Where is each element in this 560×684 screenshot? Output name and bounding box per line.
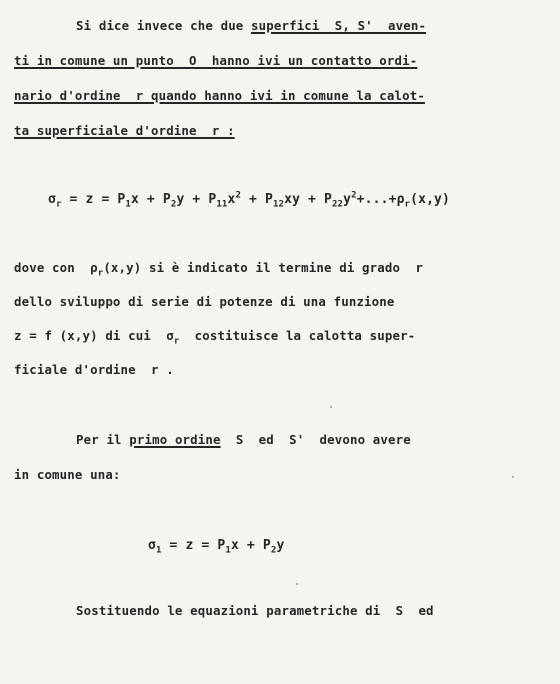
para3-line-1-b: S ed S' devono avere <box>220 432 411 447</box>
eq1-sigma: σ <box>48 192 56 207</box>
para1-line-1 <box>76 18 426 34</box>
eq2-sigma-sub: 1 <box>155 545 162 556</box>
para1-line-2: ti in comune un punto O hanno ivi un contatto ordi- <box>14 53 418 68</box>
para2-line-1-a: dove con <box>14 260 91 275</box>
eq1-term-3: y + P <box>176 192 217 207</box>
eq2-p1-sub: 1 <box>225 545 231 556</box>
eq1-term-2: x + P <box>130 192 171 207</box>
para2-line-2: dello sviluppo di serie di potenze di una funzione <box>14 294 395 309</box>
para1-line-1-text: Si dice invece che due <box>76 18 252 33</box>
eq1-p12-sub: 12 <box>272 199 285 210</box>
eq1-term-7: y <box>343 192 352 207</box>
para1-line-1-underlined: superfici S, S' aven- <box>251 18 427 33</box>
eq1-term-6: xy + P <box>284 192 332 207</box>
paper-speck <box>512 476 514 478</box>
eq1-term-9: (x,y) <box>410 192 451 207</box>
para3-line-2: in comune una: <box>14 467 121 482</box>
paper-speck <box>296 583 298 585</box>
eq1-p1-sub: 1 <box>125 199 131 210</box>
para2-sigma: σ <box>166 328 174 343</box>
para2-line-4: ficiale d'ordine r . <box>14 362 174 377</box>
eq1-term-4: x <box>227 192 236 207</box>
eq1-term-7-sup: 2 <box>351 190 357 201</box>
equation-first-order <box>148 538 284 554</box>
para2-line-1 <box>14 260 423 279</box>
eq2-sigma: σ <box>148 538 156 553</box>
para4-line-1: Sostituendo le equazioni parametriche di S ed <box>76 603 434 618</box>
eq1-term-5: + P <box>241 192 273 207</box>
eq1-term-4-sup: 2 <box>235 190 242 201</box>
eq1-rho: ρ <box>396 192 405 207</box>
para2-rho: ρ <box>90 260 98 275</box>
eq1-p22-sub: 22 <box>331 199 344 210</box>
para2-line-3 <box>14 328 416 347</box>
para1-line-4: ta superficiale d'ordine r : <box>14 123 235 138</box>
equation-calotta <box>48 192 450 208</box>
eq1-rho-sub: r <box>404 199 411 210</box>
eq2-term-3: y <box>276 538 285 553</box>
para1-line-3: nario d'ordine r quando hanno ivi in comune la calot- <box>14 88 425 103</box>
eq2-term-1: = z = P <box>161 538 226 553</box>
para2-rho-sub: r <box>97 268 104 279</box>
para3-line-1 <box>76 432 411 448</box>
eq1-lhs: = z = P <box>61 192 126 207</box>
para2-line-3-a: z = f (x,y) di cui <box>14 328 167 343</box>
eq1-sigma-sub: r <box>55 199 62 210</box>
para2-sigma-sub: r <box>173 336 180 347</box>
eq1-ellipsis: +...+ <box>356 192 397 207</box>
para3-line-1-a: Per il <box>76 432 130 447</box>
paper-speck <box>330 406 332 408</box>
para3-underlined: primo ordine <box>129 432 221 447</box>
eq2-term-2: x + P <box>230 538 271 553</box>
eq2-p2-sub: 2 <box>270 545 277 556</box>
eq1-p2-sub: 2 <box>170 199 177 210</box>
para2-line-1-b: (x,y) si è indicato il termine di grado r <box>103 260 423 275</box>
para2-line-3-b: costituisce la calotta super- <box>179 328 416 343</box>
eq1-p11-sub: 11 <box>216 199 228 210</box>
